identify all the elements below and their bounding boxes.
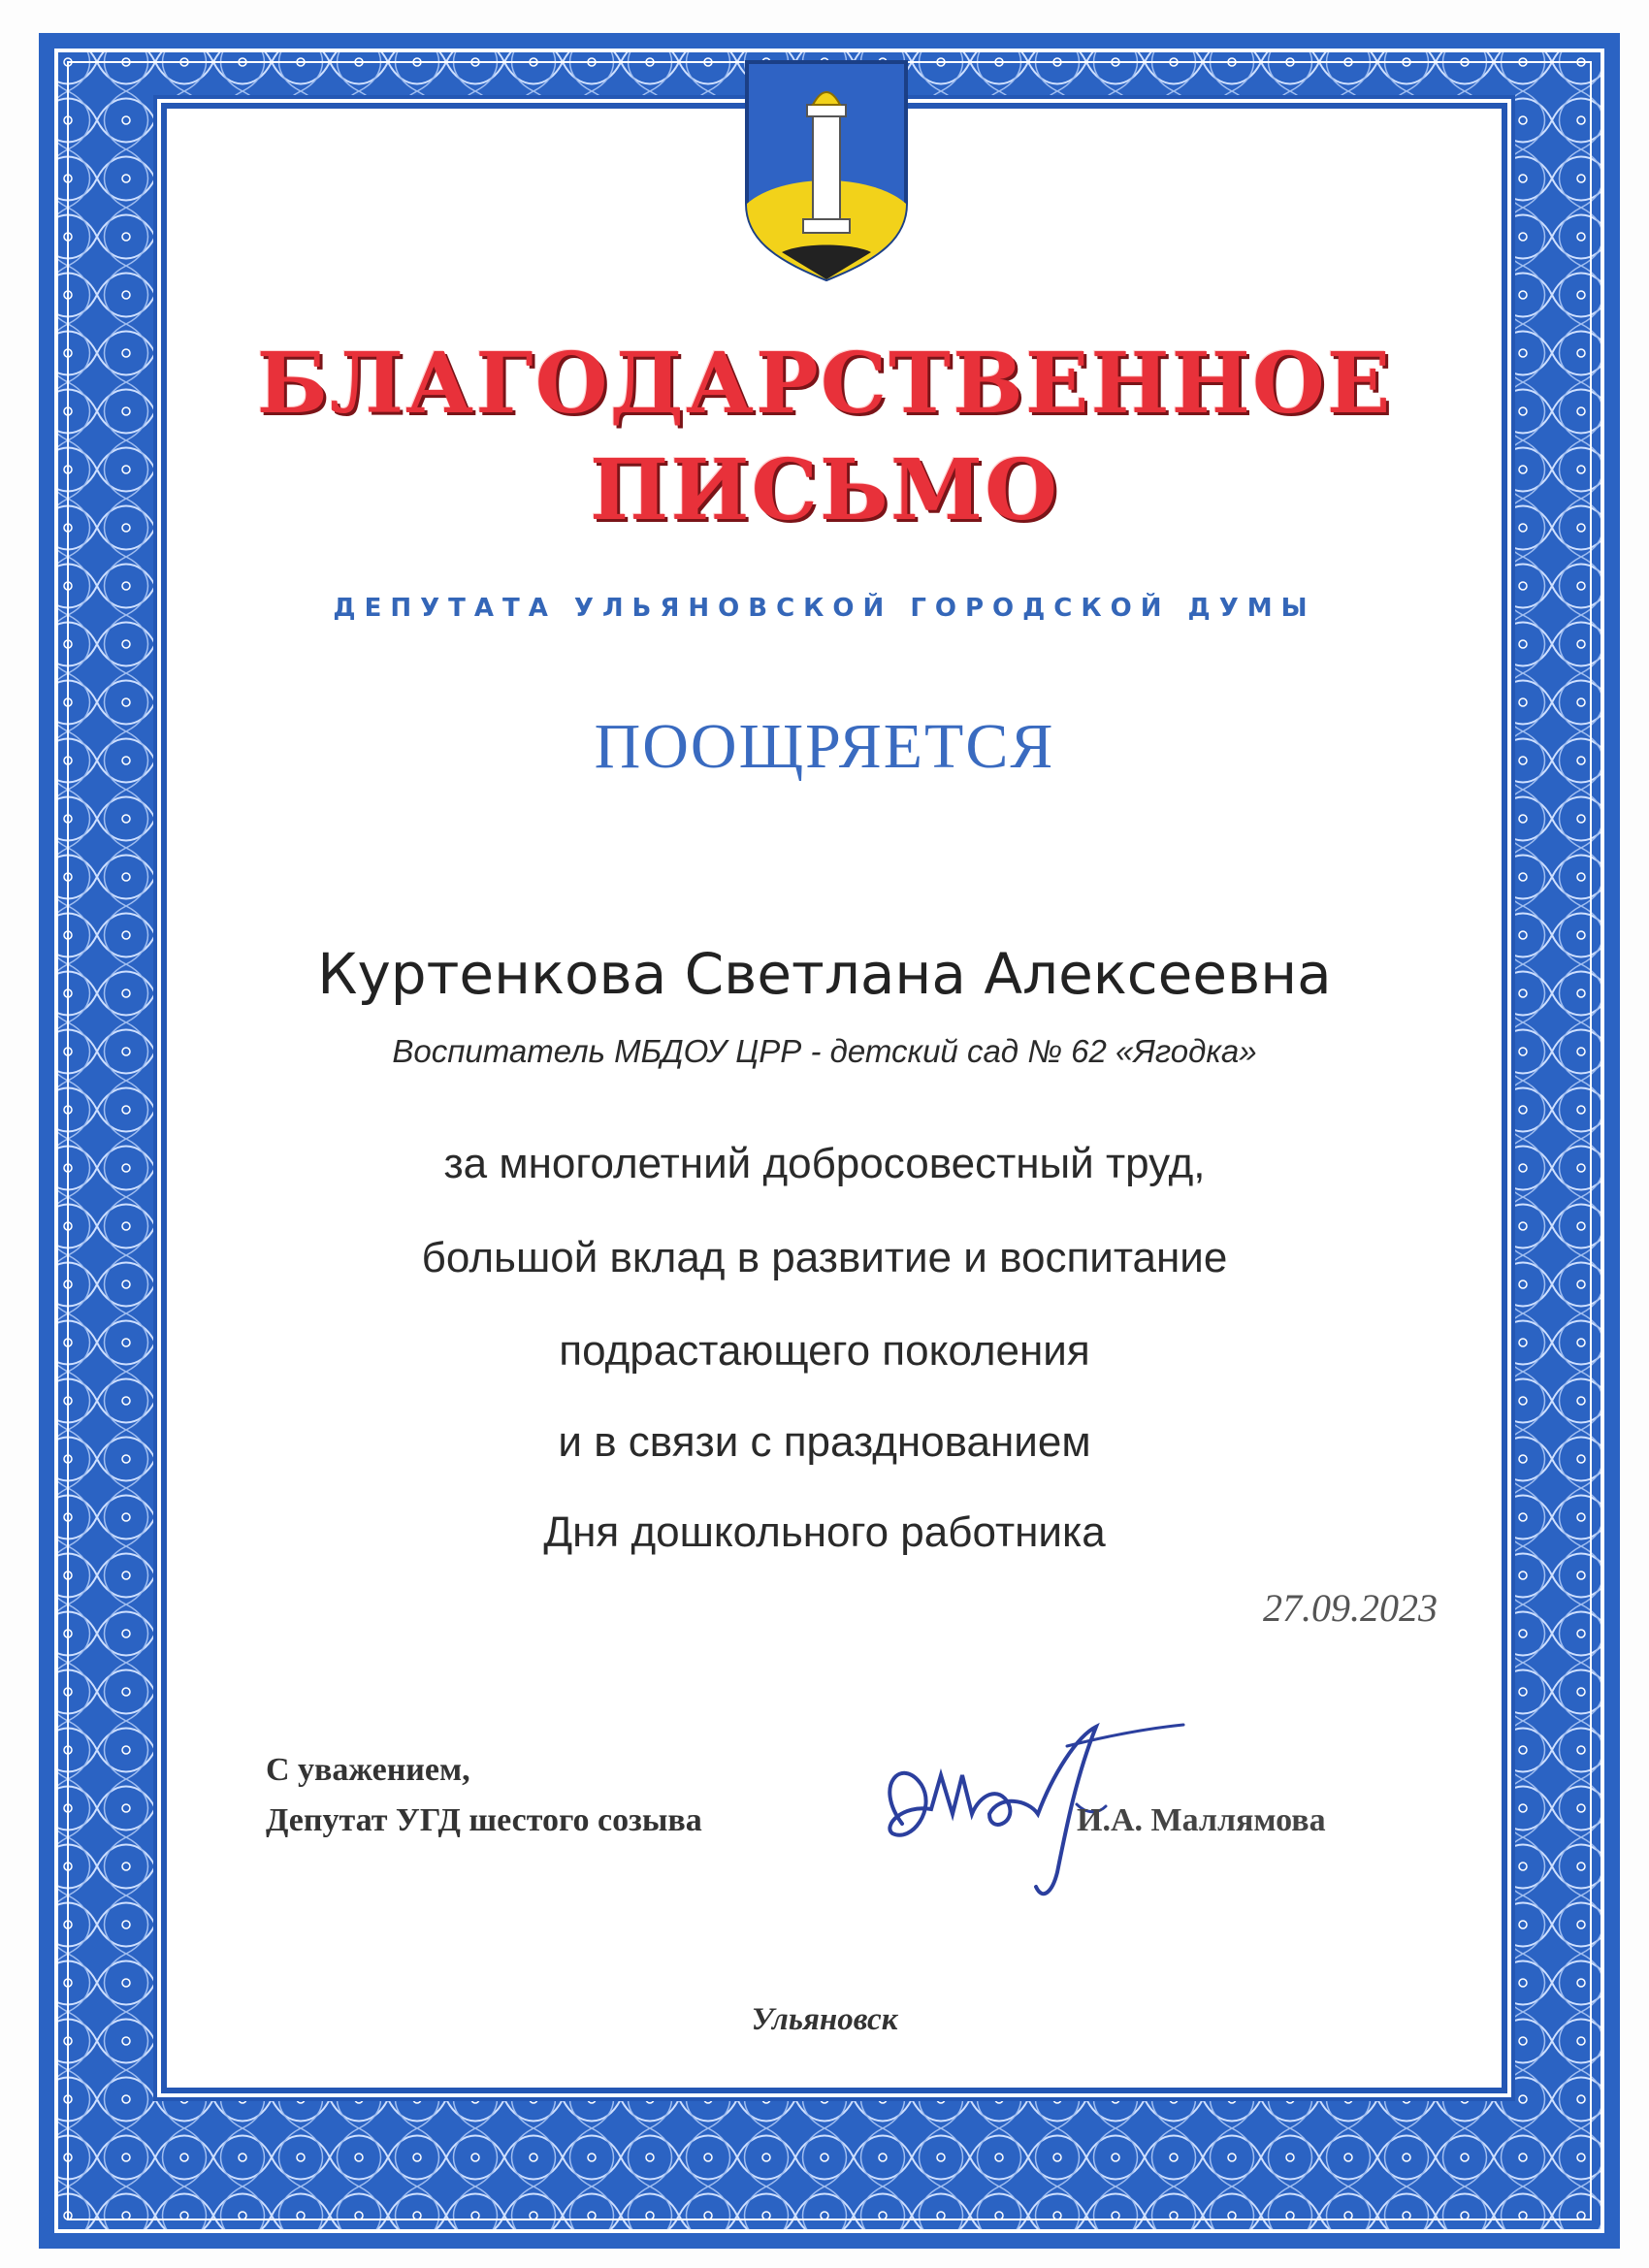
city: Ульяновск bbox=[751, 2002, 898, 2037]
ulyanovsk-coat-of-arms-icon bbox=[743, 58, 910, 281]
reason-line-2: большой вклад в развитие и воспитание bbox=[421, 1234, 1228, 1281]
regards-text: С уважением, bbox=[266, 1752, 470, 1788]
reason-line-5: Дня дошкольного работника bbox=[543, 1508, 1106, 1556]
reason-line-3: подрастающего поколения bbox=[559, 1327, 1090, 1375]
subtitle: ДЕПУТАТА УЛЬЯНОВСКОЙ ГОРОДСКОЙ ДУМЫ bbox=[333, 594, 1316, 623]
encourages-heading: ПООЩРЯЕТСЯ bbox=[594, 711, 1055, 782]
recipient-name: Куртенкова Светлана Алексеевна bbox=[317, 941, 1332, 1007]
signer-title: Депутат УГД шестого созыва bbox=[266, 1802, 702, 1838]
title-line-2: ПИСЬМО bbox=[590, 441, 1059, 539]
reason-line-1: за многолетний добросовестный труд, bbox=[443, 1140, 1206, 1187]
reason-line-4: и в связи с празднованием bbox=[558, 1418, 1091, 1466]
recipient-position: Воспитатель МБДОУ ЦРР - детский сад № 62 «Ягодка» bbox=[392, 1033, 1257, 1069]
signer-name: И.А. Маллямова bbox=[1077, 1802, 1326, 1838]
issue-date: 27.09.2023 bbox=[1263, 1586, 1438, 1630]
title-line-1: БЛАГОДАРСТВЕННОЕ bbox=[256, 335, 1393, 433]
